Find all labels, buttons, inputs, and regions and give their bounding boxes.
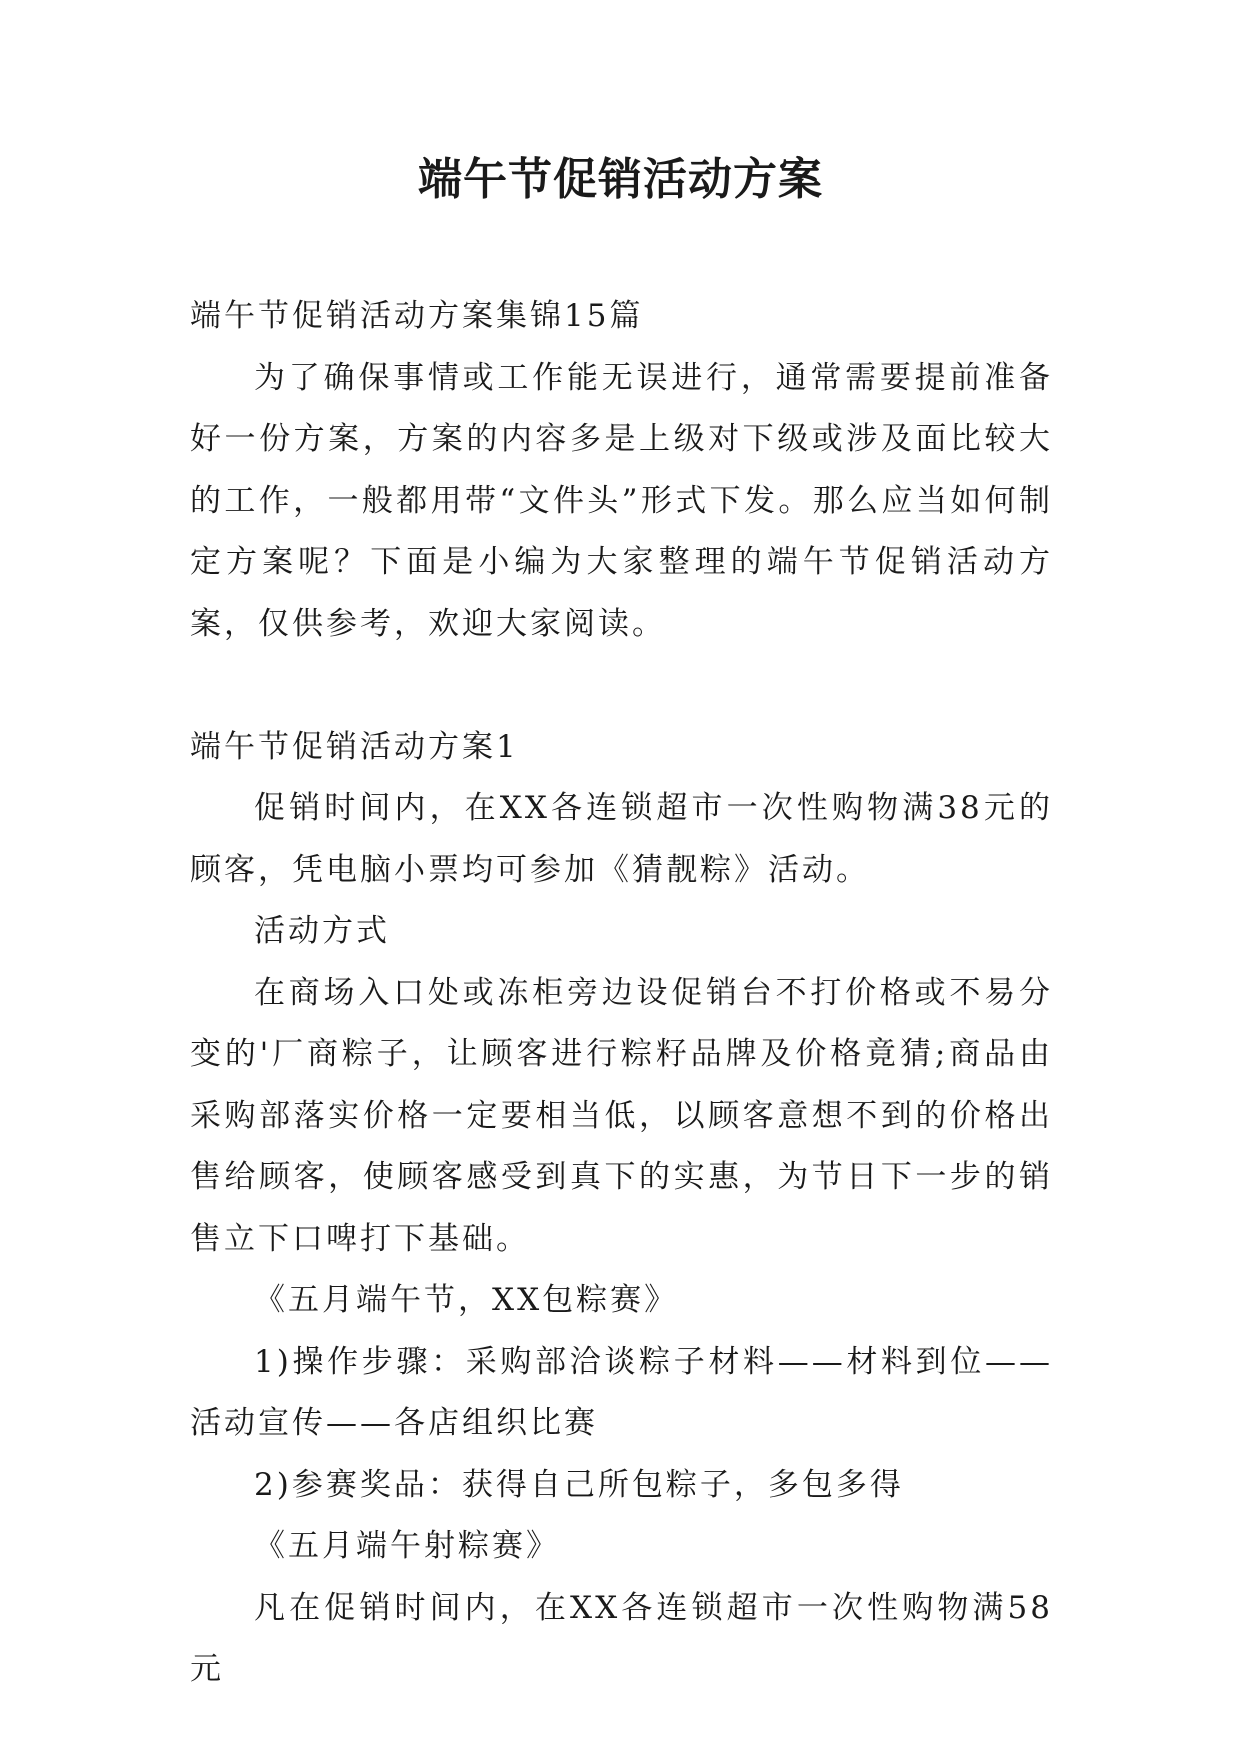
page-title: 端午节促销活动方案 bbox=[418, 154, 823, 205]
paragraph-spacer bbox=[190, 655, 1053, 717]
paragraph-activity-method-label: 活动方式 bbox=[254, 913, 390, 949]
paragraph-intro: 为了确保事情或工作能无误进行，通常需要提前准备好一份方案，方案的内容多是上级对下级或涉及面比较大的工作，一般都用带“文件头”形式下发。那么应当如何制定方案呢？下面是小编为大家整理的端午节促销活动方案，仅供参考，欢迎大家阅读。 bbox=[190, 359, 1053, 642]
paragraph-activity-method: 在商场入口处或冻柜旁边设促销台不打价格或不易分变的'厂商粽子，让顾客进行粽籽品牌及价格竟猜;商品由采购部落实价格一定要相当低，以顾客意想不到的价格出售给顾客，使顾客感受到真下的实惠，为节日下一步的销售立下口啤打下基础。 bbox=[190, 974, 1053, 1257]
document-body bbox=[190, 286, 1053, 1701]
section-heading-1: 端午节促销活动方案1 bbox=[190, 728, 519, 765]
paragraph-collection-heading: 端午节促销活动方案集锦15篇 bbox=[190, 298, 644, 334]
paragraph-prizes: 2)参赛奖品：获得自己所包粽子，多包多得 bbox=[254, 1466, 904, 1503]
paragraph-operation-steps: 1)操作步骤：采购部洽谈粽子材料——材料到位——活动宣传——各店组织比赛 bbox=[190, 1343, 1053, 1441]
paragraph-promo-time: 促销时间内，在XX各连锁超市一次性购物满38元的顾客，凭电脑小票均可参加《猜靓粽》活动。 bbox=[190, 790, 1053, 888]
paragraph-shooting-contest-title: 《五月端午射粽赛》 bbox=[254, 1528, 560, 1564]
paragraph-shooting-contest: 凡在促销时间内，在XX各连锁超市一次性购物满58元 bbox=[190, 1589, 1053, 1687]
paragraph-contest-title: 《五月端午节，XX包粽赛》 bbox=[254, 1282, 679, 1318]
